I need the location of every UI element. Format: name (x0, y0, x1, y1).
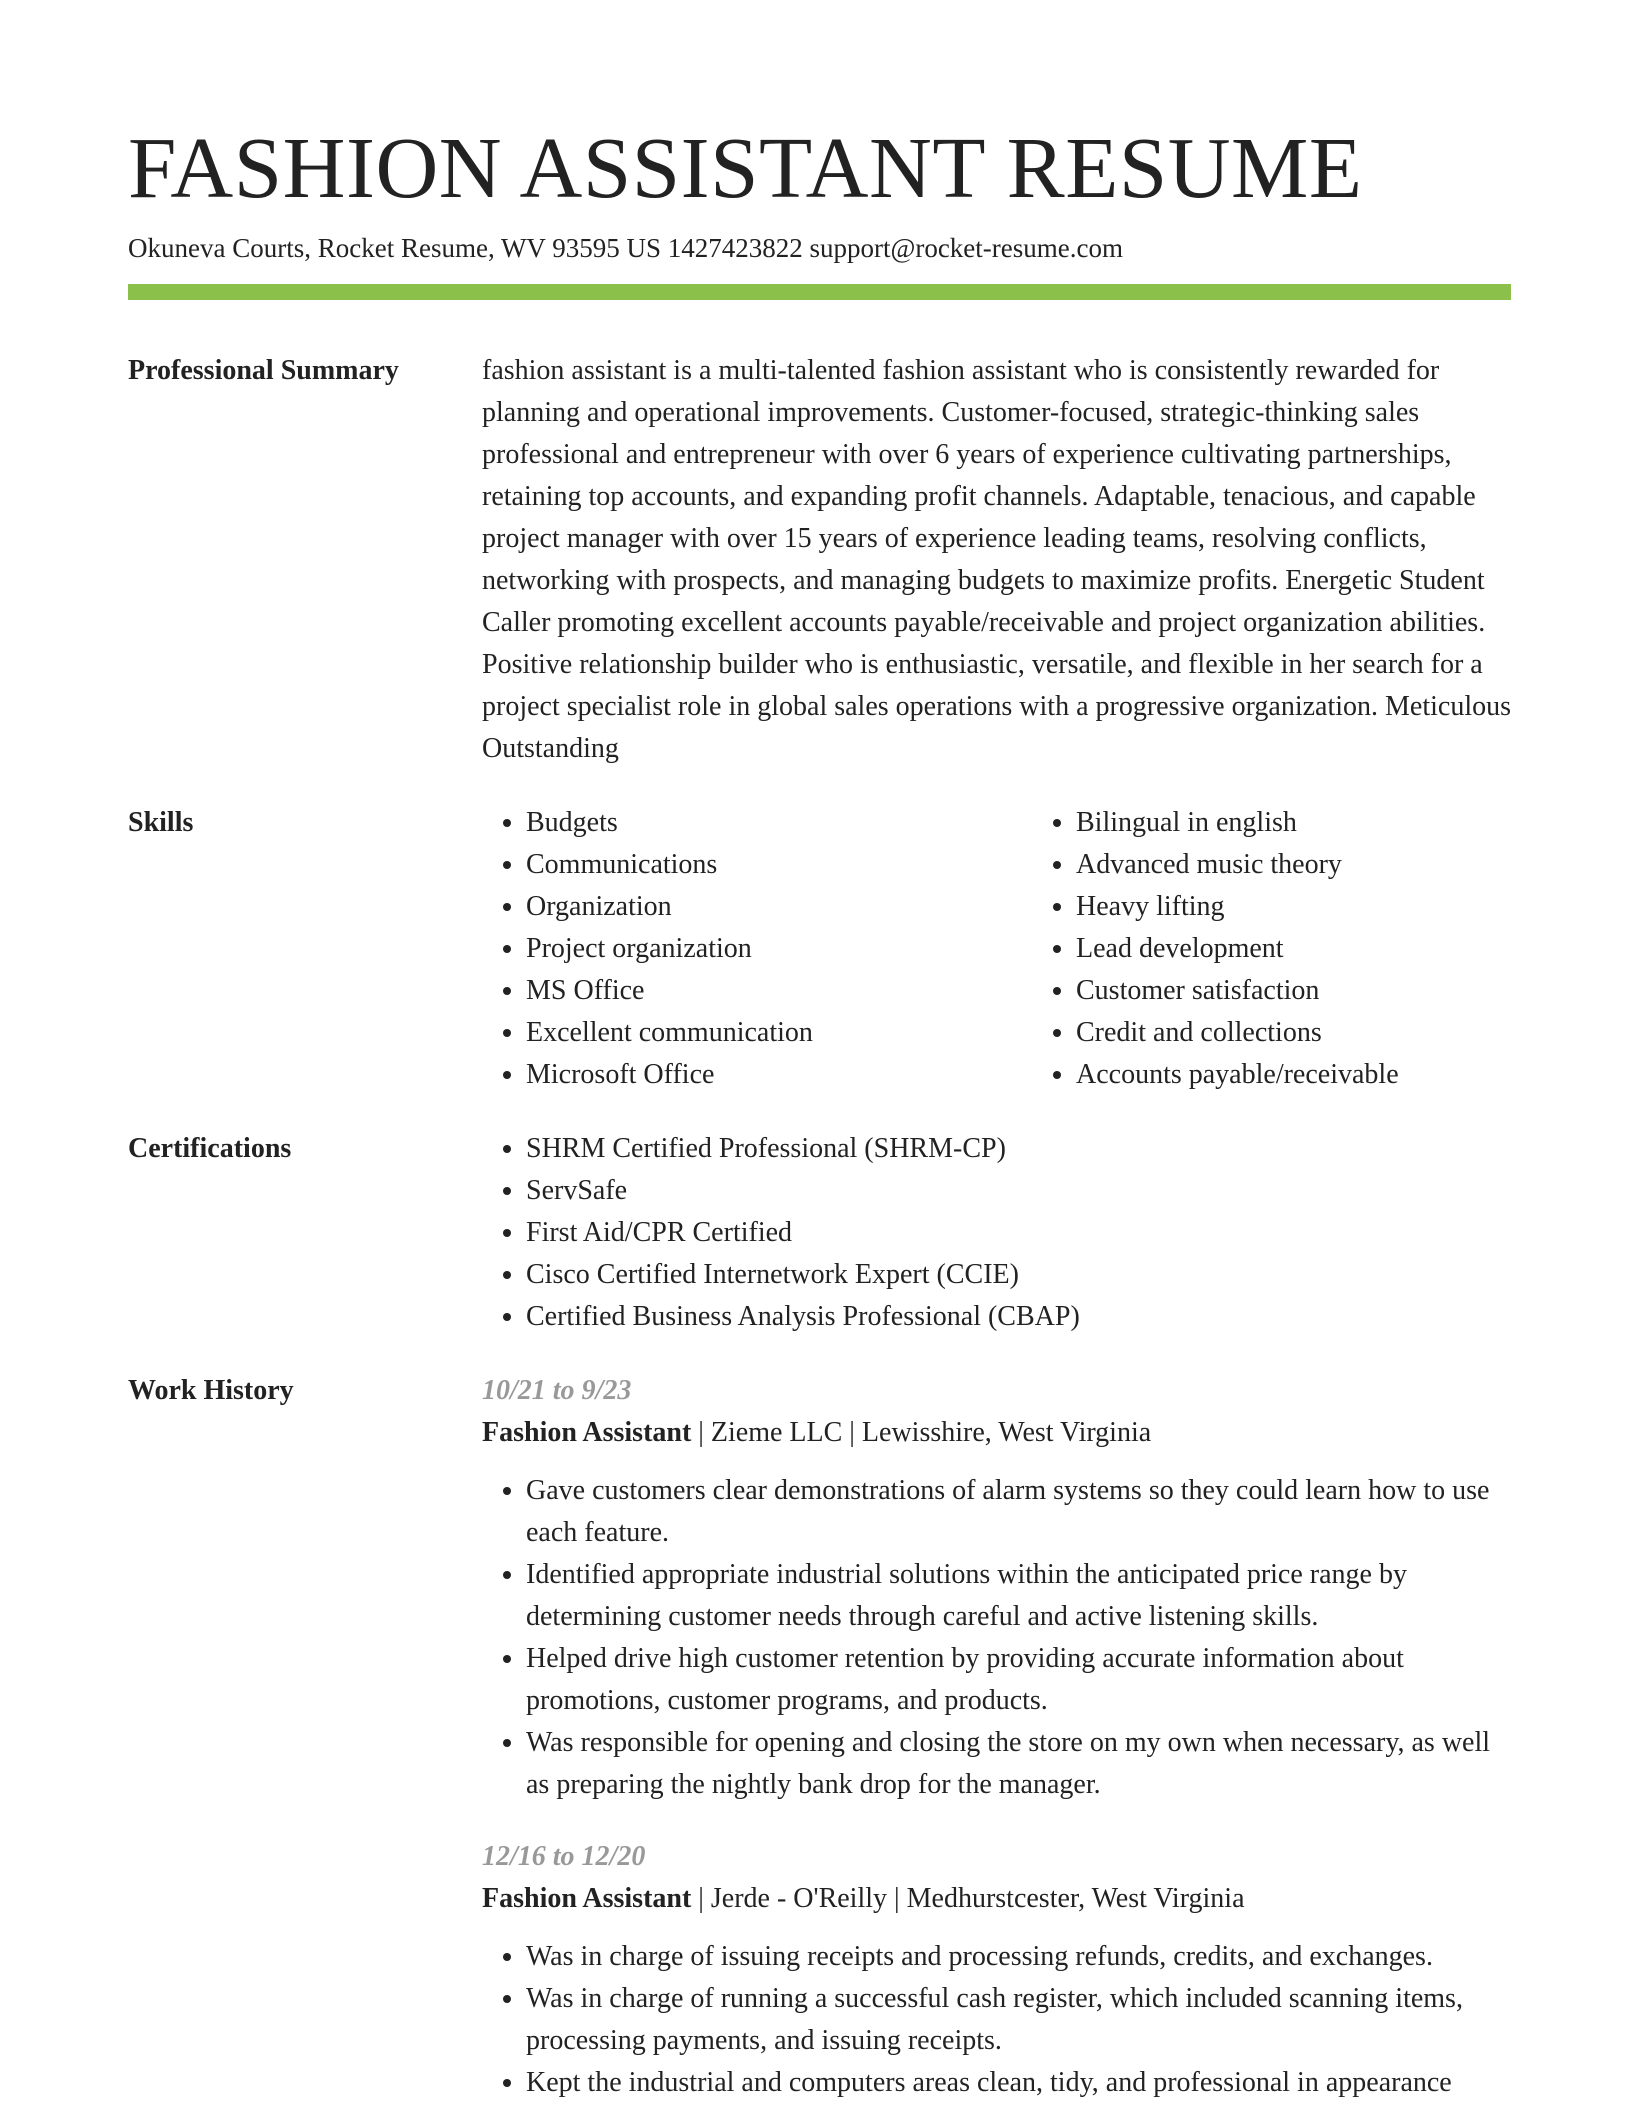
skill-item: • Communications (526, 844, 1032, 886)
work-history-section (128, 1370, 1511, 2104)
section-label-certifications: Certifications (128, 1133, 292, 1164)
section-label-summary: Professional Summary (128, 355, 399, 386)
certifications-body (482, 1128, 1511, 1338)
job-dates: 12/16 to 12/20 (482, 1841, 646, 1872)
job-entry (482, 1836, 1511, 2104)
job-title-line (482, 1878, 1511, 1920)
certifications-section (128, 1128, 1511, 1338)
skills-columns (482, 802, 1582, 1096)
job-bullet: • Kept the industrial and computers areas clean, tidy, and professional in appearance (526, 2062, 1511, 2104)
skill-item: • Accounts payable/receivable (1076, 1054, 1582, 1096)
skill-item: • Advanced music theory (1076, 844, 1582, 886)
skill-item: • Heavy lifting (1076, 886, 1582, 928)
skill-item: • Customer satisfaction (1076, 970, 1582, 1012)
job-bullets (482, 1470, 1511, 1806)
job-bullet: • Was in charge of issuing receipts and processing refunds, credits, and exchanges. (526, 1936, 1511, 1978)
skill-item: • Microsoft Office (526, 1054, 1032, 1096)
job-dates: 10/21 to 9/23 (482, 1375, 632, 1406)
job-title: Fashion Assistant (482, 1883, 692, 1914)
contact-email: support@rocket-resume.com (809, 233, 1123, 263)
job-title-line (482, 1412, 1511, 1454)
contact-phone: 1427423822 (667, 233, 803, 263)
section-label-work-history: Work History (128, 1375, 294, 1406)
job-bullet: • Identified appropriate industrial solutions within the anticipated price range by determining customer needs through careful and active listening skills. (526, 1554, 1511, 1638)
skill-item: • Budgets (526, 802, 1032, 844)
job-bullet: • Gave customers clear demonstrations of alarm systems so they could learn how to use each feature. (526, 1470, 1511, 1554)
resume-title: FASHION ASSISTANT RESUME (128, 119, 1363, 216)
resume-page (128, 0, 1511, 2104)
skill-item: • Lead development (1076, 928, 1582, 970)
skill-item: • Project organization (526, 928, 1032, 970)
certification-item: • Certified Business Analysis Professional (CBAP) (526, 1296, 1511, 1338)
certification-item: • ServSafe (526, 1170, 1511, 1212)
skill-item: • Bilingual in english (1076, 802, 1582, 844)
job-bullet: • Was responsible for opening and closing the store on my own when necessary, as well as preparing the nightly bank drop for the manager. (526, 1722, 1511, 1806)
skills-section (128, 802, 1511, 1096)
certification-item: • SHRM Certified Professional (SHRM-CP) (526, 1128, 1511, 1170)
section-label-skills: Skills (128, 807, 194, 838)
skills-list-left (482, 802, 1032, 1096)
certification-item: • Cisco Certified Internetwork Expert (CCIE) (526, 1254, 1511, 1296)
skill-item: • Excellent communication (526, 1012, 1032, 1054)
summary-text: fashion assistant is a multi-talented fashion assistant who is consistently rewarded for planning and operational improvements. Customer-focused, strategic-thinking sales professional and entrepreneur with over 6 years of experience cultivating partnerships, retaining top accounts, and expanding profit channels. Adaptable, tenacious, and capable project manager with over 15 years of experience leading teams, resolving conflicts, networking with prospects, and managing budgets to maximize profits. Energetic Student Caller promoting excellent accounts payable/receivable and project organization abilities. Positive relationship builder who is enthusiastic, versatile, and flexible in her search for a project specialist role in global sales operations with a progressive organization. Meticulous Outstanding (482, 355, 1511, 764)
skill-item: • MS Office (526, 970, 1032, 1012)
job-bullets (482, 1936, 1511, 2104)
job-bullet: • Helped drive high customer retention by providing accurate information about promotions, customer programs, and products. (526, 1638, 1511, 1722)
work-history-body (482, 1370, 1511, 2104)
certifications-list (482, 1128, 1511, 1338)
professional-summary-section (128, 350, 1511, 770)
skill-item: • Credit and collections (1076, 1012, 1582, 1054)
job-details: | Jerde - O'Reilly | Medhurstcester, West Virginia (691, 1883, 1245, 1914)
skills-list-right (1032, 802, 1582, 1096)
accent-divider (128, 284, 1511, 300)
job-details: | Zieme LLC | Lewisshire, West Virginia (691, 1417, 1152, 1448)
certification-item: • First Aid/CPR Certified (526, 1212, 1511, 1254)
job-entry (482, 1370, 1511, 1806)
job-bullet: • Was in charge of running a successful cash register, which included scanning items, processing payments, and issuing receipts. (526, 1978, 1511, 2062)
skill-item: • Organization (526, 886, 1032, 928)
contact-line (128, 232, 1511, 264)
contact-address: Okuneva Courts, Rocket Resume, WV 93595 US (128, 233, 661, 263)
job-title: Fashion Assistant (482, 1417, 692, 1448)
